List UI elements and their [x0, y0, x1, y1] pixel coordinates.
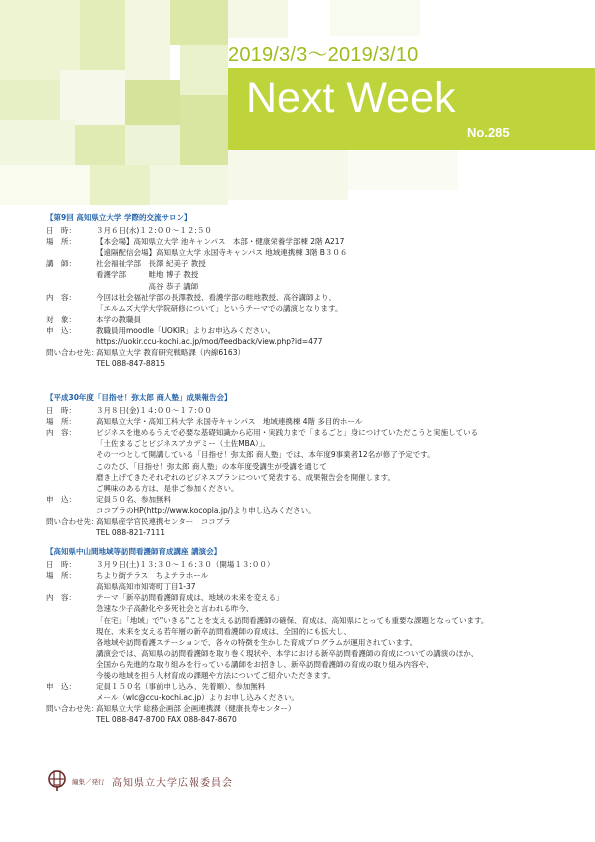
detail-value: 定員５０名、参加無料 [96, 494, 171, 504]
mosaic-tile [180, 45, 228, 95]
detail-label: 問い合わせ先： [46, 517, 99, 527]
detail-continuation: 急速な少子高齢化や多死社会と言われる昨今、 [96, 604, 254, 614]
detail-row [46, 570, 586, 581]
event-title: 【第9回 高知県立大学 学際的交流サロン】 [46, 213, 192, 222]
event-shoninjuku [46, 392, 586, 538]
detail-continuation: TEL 088-847-8815 [96, 359, 166, 369]
detail-value: ３月８日(金)１４:００～１７:００ [96, 406, 212, 416]
detail-continuation: 【遠隔配信会場】高知県立大学 永国寺キャンパス 地域連携棟 3階 B３０６ [96, 248, 348, 258]
detail-label: 講 師： [46, 259, 76, 269]
detail-continuation: ご興味のある方は、是非ご参加ください。 [96, 483, 239, 493]
date-range: 2019/3/3～2019/3/10 [228, 44, 419, 66]
detail-row [46, 516, 586, 527]
detail-continuation: 今後の地域を担う人材育成の課題や方法についてご紹介いただきます。 [96, 671, 336, 681]
mosaic-tile [75, 125, 125, 165]
mosaic-tile [125, 125, 180, 165]
mosaic-tile [330, 0, 420, 36]
detail-row [46, 225, 586, 236]
detail-value: ビジネスを進めるうえで必要な基礎知識から応用・実践力まで「まるごと」身につけていただこうと実施している [96, 428, 479, 438]
detail-label: 問い合わせ先： [46, 348, 99, 358]
mosaic-tile [125, 0, 170, 80]
event-title: 【高知県中山間地域等訪問看護師育成講座 講演会】 [46, 547, 222, 556]
detail-label: 内 容： [46, 292, 76, 302]
detail-value: テーマ「新卒訪問看護師育成は、地域の未来を変える」 [96, 593, 284, 603]
detail-continuation: 高知県高知市知寄町丁目1-37 [96, 582, 196, 592]
detail-row [46, 236, 586, 247]
detail-label: 日 時： [46, 226, 76, 236]
header-banner [0, 0, 595, 210]
detail-row [46, 494, 586, 505]
detail-row [46, 416, 586, 427]
detail-label: 申 込： [46, 325, 76, 335]
mosaic-tile [170, 0, 228, 45]
detail-label: 対 象： [46, 314, 76, 324]
mosaic-tile [348, 150, 458, 190]
event-nursing-lecture [46, 546, 586, 726]
detail-row [46, 292, 586, 303]
detail-label: 場 所： [46, 237, 76, 247]
footer-publisher: 高知県立大学広報委員会 [112, 778, 233, 789]
event-details [46, 225, 586, 369]
detail-value: 【本会場】高知県立大学 池キャンパス 本部・健康栄養学部棟 2階 A217 [96, 237, 345, 247]
detail-label: 内 容： [46, 593, 76, 603]
detail-value: 高知県立大学 総務企画部 企画連携課（健康長寿センター） [96, 704, 296, 714]
detail-continuation: 全国から先進的な取り組みを行っている講師をお招きし、新卒訪問看護師の育成の取り組み内容や、 [96, 659, 434, 669]
detail-value: 今回は社会福祉学部の長澤教授、看護学部の畦地教授、高谷講師より、 [96, 292, 336, 302]
university-seal-icon [46, 768, 68, 792]
detail-continuation: その一つとして開講している「目指せ！弥太郎 商人塾」では、本年度9事業者12名が修了予定です。 [96, 450, 435, 460]
detail-row [46, 314, 586, 325]
detail-continuation: https://uokir.ccu-kochi.ac.jp/mod/feedback/view.php?id=477 [96, 337, 323, 347]
detail-value: ちより街テラス ちよテラホール [96, 571, 209, 581]
detail-value: ３月６日(水)１２:００～１２:５０ [96, 226, 212, 236]
detail-label: 申 込： [46, 494, 76, 504]
detail-row [46, 405, 586, 416]
detail-value: ３月９日(土)１３:３０～１６:３０（開場１３:００） [96, 560, 275, 570]
detail-value: 教職員用moodle「UOKIR」よりお申込みください。 [96, 325, 276, 335]
detail-value: 社会福祉学部 長澤 紀美子 教授 [96, 259, 206, 269]
mosaic-tile [0, 165, 90, 205]
detail-continuation: 磨き上げてきたそれぞれのビジネスプランについて発表する、成果報告会を開催します。 [96, 472, 396, 482]
detail-row [46, 592, 586, 603]
mosaic-tile [60, 70, 125, 125]
detail-label: 申 込： [46, 682, 76, 692]
detail-continuation: 講演会では、高知県の訪問看護師を取り巻く現状や、本学における新卒訪問看護師の育成についての講演のほか、 [96, 648, 479, 658]
detail-value: 高知県立大学・高知工科大学 永国寺キャンパス 地域連携棟 4階 多目的ホール [96, 417, 363, 427]
detail-label: 内 容： [46, 428, 76, 438]
footer [46, 768, 346, 794]
detail-row [46, 703, 586, 714]
detail-continuation: 「土佐まるごとビジネスアカデミー（土佐MBA）」。 [96, 439, 270, 449]
mosaic-tile [228, 0, 288, 38]
detail-continuation: このたび、「目指せ！弥太郎 商人塾」の本年度受講生が受講を通じて [96, 461, 327, 471]
mosaic-tile [0, 80, 60, 120]
detail-value: 定員１５０名（事前申し込み、先着順）、参加無料 [96, 682, 266, 692]
detail-row [46, 681, 586, 692]
detail-label: 場 所： [46, 417, 76, 427]
detail-row [46, 559, 586, 570]
event-salon [46, 212, 586, 369]
detail-label: 日 時： [46, 406, 76, 416]
detail-continuation: ココプラのHP(http://www.kocopla.jp/)より申し込みください。 [96, 505, 316, 515]
mosaic-tile [0, 0, 80, 80]
issue-number: No.285 [467, 125, 510, 140]
mosaic-tile [150, 165, 228, 205]
mosaic-tile [125, 80, 180, 125]
event-details [46, 559, 586, 725]
detail-row [46, 427, 586, 438]
detail-label: 場 所： [46, 571, 76, 581]
event-title: 【平成30年度「目指せ！弥太郎 商人塾」成果報告会】 [46, 393, 232, 402]
detail-row [46, 347, 586, 358]
mosaic-tile [90, 165, 150, 205]
detail-continuation: 高谷 恭子 講師 [96, 281, 199, 291]
page-title: Next Week [246, 74, 456, 122]
event-details [46, 405, 586, 538]
footer-editor-label: 編集／発行 [72, 778, 105, 786]
detail-label: 問い合わせ先： [46, 704, 99, 714]
detail-continuation: TEL 088-821-7111 [96, 528, 166, 538]
detail-continuation: 現在、未来を支える若年層の新卒訪問看護師の育成は、全国的にも拡大し、 [96, 626, 351, 636]
detail-continuation: 「エルムズ大学大学院研修について」というテーマでの講演となります。 [96, 303, 343, 313]
detail-value: 高知県立大学 教育研究戦略課（内線6163） [96, 348, 245, 358]
detail-label: 日 時： [46, 560, 76, 570]
detail-value: 高知県産学官民連携センター ココプラ [96, 517, 231, 527]
detail-continuation: メール（wlc@ccu-kochi.ac.jp）よりお申し込みください。 [96, 693, 299, 703]
detail-continuation: 各地域や訪問看護ステーションで、各々の特徴を生かした育成プログラムが運用されています。 [96, 637, 418, 647]
detail-row [46, 325, 586, 336]
mosaic-tile [80, 0, 125, 70]
mosaic-tile [0, 120, 75, 165]
detail-continuation: 「在宅」「地域」で"いきる"ことを支える訪問看護師の確保、育成は、高知県にとっても重要な課題となっています。 [96, 615, 489, 625]
detail-continuation: 看護学部 畦地 博子 教授 [96, 270, 199, 280]
detail-row [46, 258, 586, 269]
mosaic-tile [228, 150, 348, 200]
detail-continuation: TEL 088-847-8700 FAX 088-847-8670 [96, 715, 237, 725]
mosaic-tile [180, 95, 228, 165]
detail-value: 本学の教職員 [96, 314, 141, 324]
